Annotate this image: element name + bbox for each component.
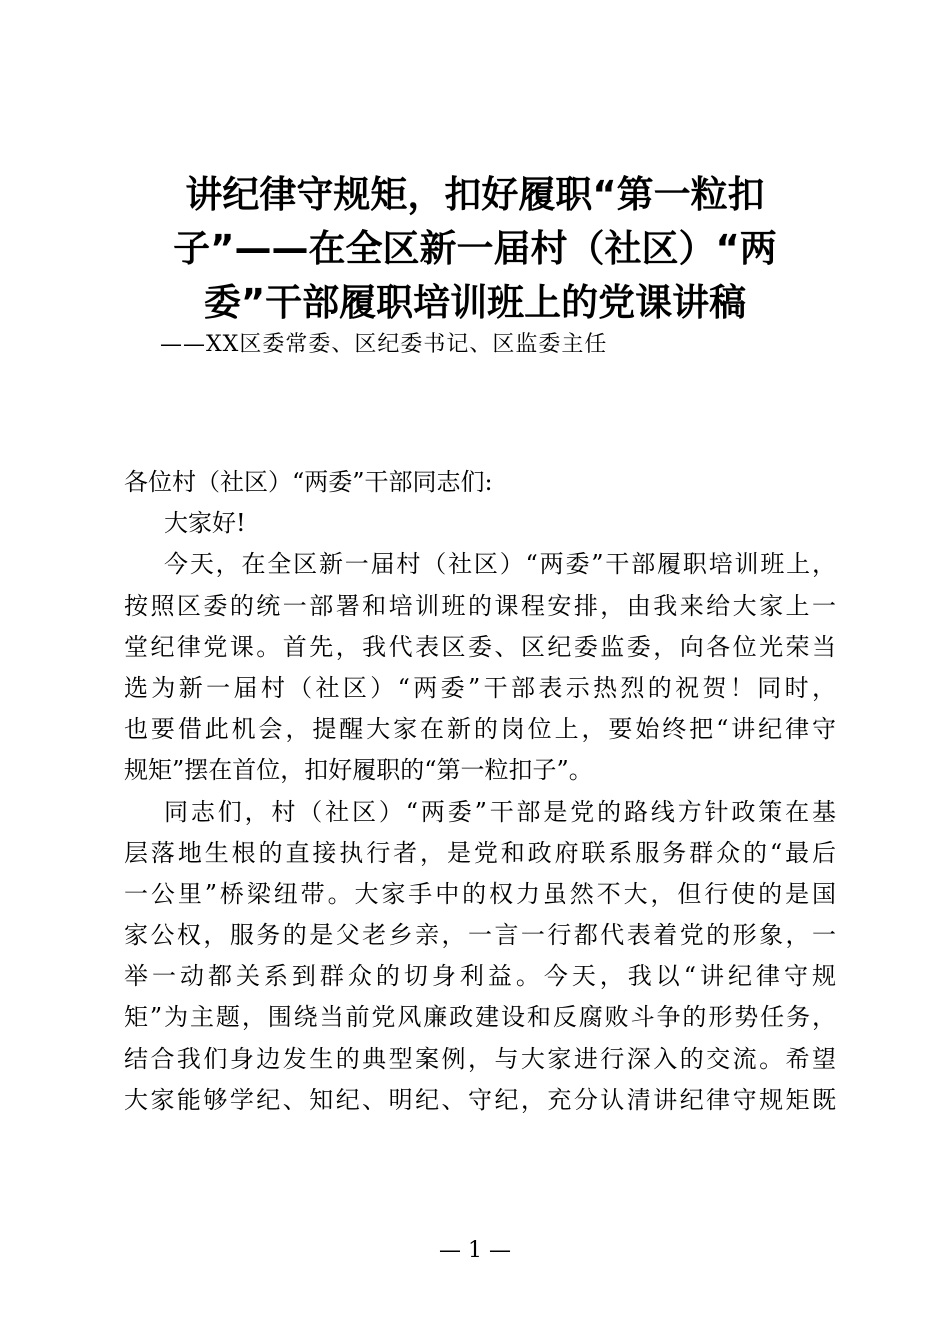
paragraph: [124, 792, 836, 1122]
title-line: 讲纪律守规矩，扣好履职“第一粒扣: [185, 173, 765, 216]
paragraph-line: 家公权，服务的是父老乡亲，一言一行都代表着党的形象，一: [124, 921, 836, 950]
title-line: 委”干部履职培训班上的党课讲稿: [203, 281, 747, 324]
paragraph-line: 今天，在全区新一届村（社区）“两委”干部履职培训班上，: [164, 550, 836, 579]
paragraph-line: 规矩”摆在首位，扣好履职的“第一粒扣子”。: [124, 756, 593, 785]
paragraph-line: 一公里”桥梁纽带。大家手中的权力虽然不大，但行使的是国: [124, 879, 836, 908]
paragraph-line: 堂纪律党课。首先，我代表区委、区纪委监委，向各位光荣当: [124, 632, 836, 661]
paragraph-line: 结合我们身边发生的典型案例，与大家进行深入的交流。希望: [124, 1044, 836, 1073]
document-subtitle: ——XX区委常委、区纪委书记、区监委主任: [160, 332, 608, 357]
paragraph-line: 矩”为主题，围绕当前党风廉政建设和反腐败斗争的形势任务，: [124, 1003, 836, 1032]
document-body: [124, 462, 836, 1121]
paragraph: [124, 544, 836, 791]
paragraph-line: 也要借此机会，提醒大家在新的岗位上，要始终把“讲纪律守: [124, 715, 836, 744]
salutation: 各位村（社区）“两委”干部同志们:: [124, 468, 493, 496]
page-number: — 1 —: [439, 1238, 511, 1263]
document-title: [100, 168, 850, 330]
paragraph-line: 选为新一届村（社区）“两委”干部表示热烈的祝贺！同时，: [124, 673, 836, 702]
greeting: 大家好!: [164, 509, 246, 538]
paragraph-line: 层落地生根的直接执行者，是党和政府联系服务群众的“最后: [124, 838, 836, 867]
paragraph-line: 同志们，村（社区）“两委”干部是党的路线方针政策在基: [164, 797, 836, 826]
title-line: 子”——在全区新一届村（社区）“两: [173, 227, 777, 270]
paragraph-line: 按照区委的统一部署和培训班的课程安排，由我来给大家上一: [124, 591, 836, 620]
paragraph-line: 举一动都关系到群众的切身利益。今天，我以“讲纪律守规: [124, 962, 836, 991]
paragraph-line: 大家能够学纪、知纪、明纪、守纪，充分认清讲纪律守规矩既: [124, 1085, 836, 1114]
